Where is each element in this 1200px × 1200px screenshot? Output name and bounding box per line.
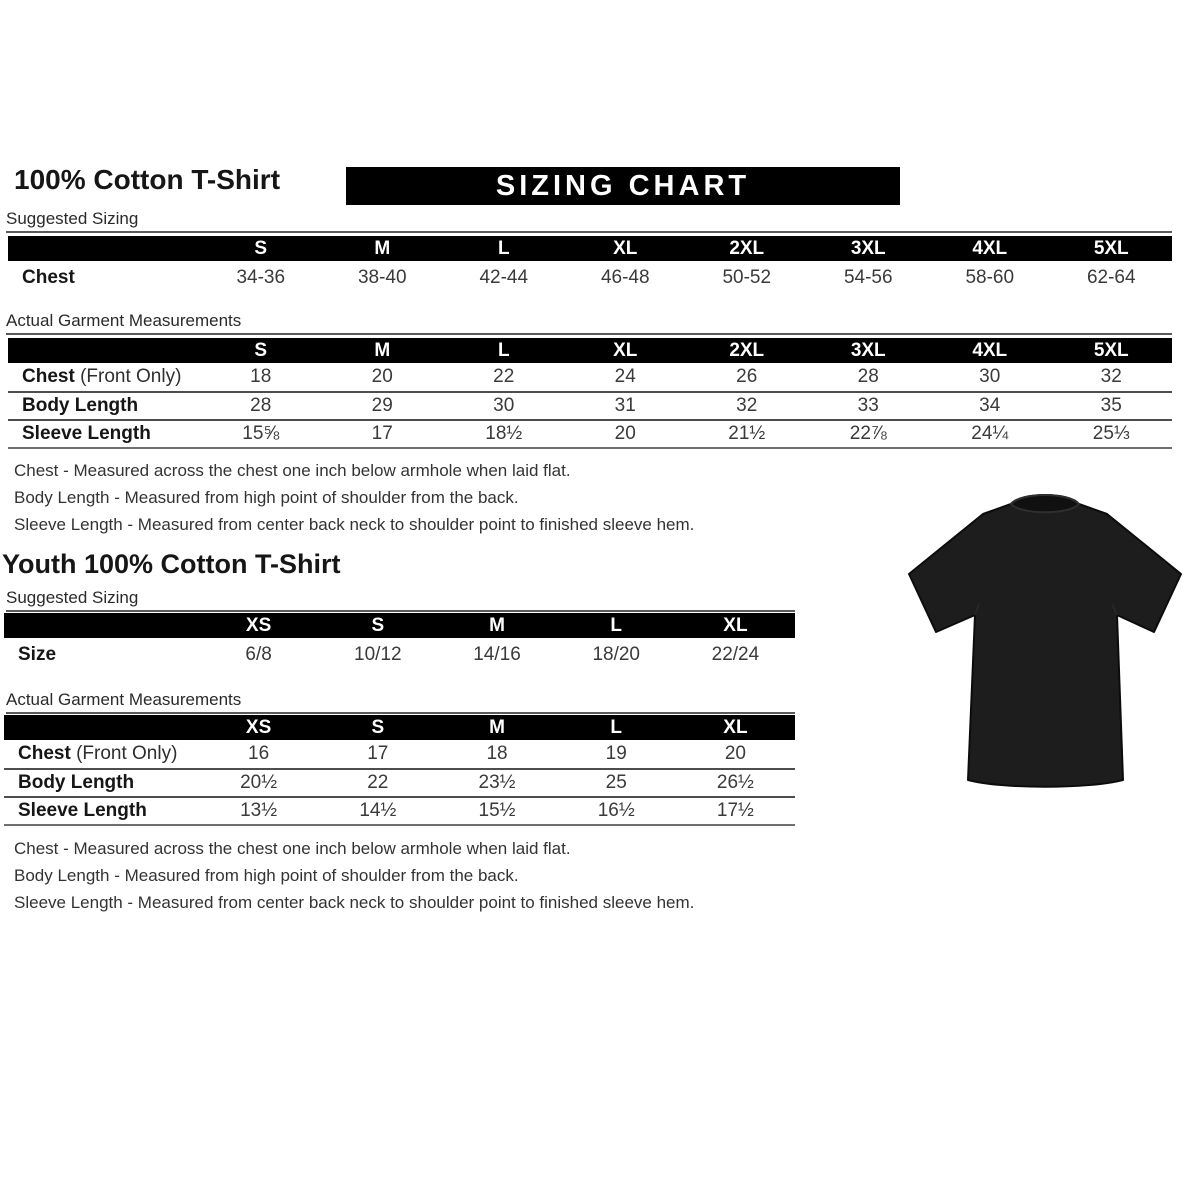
cell-value: 22 <box>493 366 515 387</box>
cell-value: 25⅓ <box>1092 423 1130 444</box>
cell-value: 20½ <box>240 772 278 793</box>
size-column-header: S <box>254 237 268 259</box>
row-label-bold: Sleeve Length <box>22 423 151 444</box>
size-column-header: 4XL <box>972 339 1008 361</box>
row-label-bold: Body Length <box>18 772 135 793</box>
cell-value: 22 <box>367 772 389 793</box>
cell-value: 25 <box>605 772 627 793</box>
cell-value: 58-60 <box>965 266 1015 288</box>
table-row-body-length <box>8 391 1172 419</box>
cell-value: 26½ <box>716 772 754 793</box>
row-label <box>4 772 199 794</box>
table-header-row <box>8 338 1172 363</box>
measurement-note: Sleeve Length - Measured from center back neck to shoulder point to finished sleeve hem. <box>14 893 695 912</box>
cell-value: 13½ <box>240 800 278 821</box>
size-column-header: L <box>497 237 510 259</box>
row-label-bold: Sleeve Length <box>18 800 147 821</box>
cell-value: 26 <box>736 366 758 387</box>
size-column-header: 3XL <box>850 339 886 361</box>
cell-value: 14/16 <box>473 643 521 665</box>
youth-suggested-sizing-label <box>6 588 795 612</box>
measurement-note: Chest - Measured across the chest one inch below armhole when laid flat. <box>14 839 571 858</box>
row-label: Size <box>18 643 57 665</box>
cell-value: 35 <box>1100 395 1122 416</box>
size-column-header: XL <box>723 614 748 636</box>
size-column-header: 3XL <box>850 237 886 259</box>
cell-value: 32 <box>1100 366 1122 387</box>
cell-value: 30 <box>493 395 515 416</box>
size-column-header: XL <box>723 716 748 738</box>
size-column-header: 4XL <box>972 237 1008 259</box>
cell-value: 15⅝ <box>242 423 280 444</box>
row-label-bold: Chest <box>18 743 71 764</box>
section-label-text: Actual Garment Measurements <box>6 311 242 330</box>
section-label-text: Suggested Sizing <box>6 588 139 607</box>
cell-value: 62-64 <box>1086 266 1136 288</box>
table-header-row <box>4 715 795 740</box>
row-label-bold: Chest <box>22 366 75 387</box>
size-column-header: 2XL <box>729 237 765 259</box>
cell-value: 30 <box>979 366 1001 387</box>
cell-value: 42-44 <box>479 266 529 288</box>
tshirt-collar-shape <box>1011 495 1079 512</box>
size-column-header: XS <box>245 716 272 738</box>
size-column-header: 5XL <box>1093 237 1129 259</box>
cell-value: 32 <box>736 395 758 416</box>
adult-garment-measurements-label <box>6 311 1172 335</box>
cell-value: 21½ <box>728 423 766 444</box>
size-column-header: M <box>374 339 391 361</box>
row-label-rest: (Front Only) <box>74 366 182 387</box>
cell-value: 16 <box>248 743 270 764</box>
cell-value: 10/12 <box>354 643 402 665</box>
row-label <box>8 395 200 417</box>
row-label-bold: Body Length <box>22 395 139 416</box>
sizing-chart-banner <box>346 167 900 205</box>
adult-suggested-sizing-label <box>6 209 1172 233</box>
size-column-header: M <box>374 237 391 259</box>
size-column-header: XL <box>613 339 638 361</box>
black-tshirt-photo <box>893 484 1198 804</box>
table-header-row <box>8 236 1172 261</box>
size-column-header: M <box>489 716 505 738</box>
cell-value: 22⅞ <box>849 423 887 444</box>
tshirt-body-shape <box>909 495 1181 787</box>
cell-value: 22/24 <box>711 643 760 665</box>
youth-garment-measurements-label <box>6 690 795 714</box>
table-row-body-length <box>4 768 795 796</box>
cell-value: 18 <box>486 743 508 764</box>
row-label <box>8 366 200 388</box>
row-label <box>8 423 200 445</box>
youth-garment-measurements-table <box>4 715 795 826</box>
cell-value: 15½ <box>478 800 516 821</box>
cell-value: 24¼ <box>971 423 1009 444</box>
size-column-header: L <box>497 339 510 361</box>
cell-value: 24 <box>614 366 636 387</box>
measurement-note: Body Length - Measured from high point of shoulder from the back. <box>14 866 519 885</box>
size-column-header: 2XL <box>729 339 765 361</box>
size-column-header: XS <box>245 614 272 636</box>
cell-value: 23½ <box>478 772 516 793</box>
cell-value: 16½ <box>597 800 635 821</box>
row-label <box>4 743 199 765</box>
size-column-header: M <box>489 614 505 636</box>
size-column-header: S <box>371 614 385 636</box>
cell-value: 17½ <box>716 800 754 821</box>
table-header-row <box>4 613 795 638</box>
youth-measurement-notes <box>14 839 694 920</box>
cell-value: 34-36 <box>236 266 286 288</box>
measurement-note: Sleeve Length - Measured from center back neck to shoulder point to finished sleeve hem. <box>14 515 695 534</box>
cell-value: 20 <box>371 366 393 387</box>
cell-value: 18½ <box>485 423 523 444</box>
cell-value: 14½ <box>359 800 397 821</box>
page-title: 100% Cotton T-Shirt <box>14 164 281 195</box>
cell-value: 38-40 <box>357 266 407 288</box>
cell-value: 28 <box>250 395 272 416</box>
table-row-chest-front-only <box>8 363 1172 391</box>
size-column-header: XL <box>613 237 638 259</box>
size-column-header: 5XL <box>1093 339 1129 361</box>
cell-value: 33 <box>857 395 879 416</box>
cell-value: 46-48 <box>600 266 650 288</box>
row-label-rest: (Front Only) <box>70 743 178 764</box>
banner-text: SIZING CHART <box>495 169 751 202</box>
cell-value: 34 <box>979 395 1001 416</box>
cell-value: 20 <box>724 743 746 764</box>
size-column-header: L <box>610 614 623 636</box>
cell-value: 17 <box>371 423 393 444</box>
adult-garment-measurements-table <box>8 338 1172 449</box>
size-column-header: L <box>610 716 623 738</box>
table-row-size <box>4 638 795 671</box>
table-row-chest <box>8 261 1172 294</box>
cell-value: 54-56 <box>843 266 893 288</box>
table-row-sleeve-length <box>4 796 795 824</box>
table-row-sleeve-length <box>8 419 1172 447</box>
cell-value: 20 <box>614 423 636 444</box>
cell-value: 18/20 <box>592 643 640 665</box>
cell-value: 18 <box>250 366 272 387</box>
cell-value: 29 <box>371 395 393 416</box>
table-row-chest-front-only <box>4 740 795 768</box>
size-column-header: S <box>254 339 268 361</box>
youth-suggested-sizing-table <box>4 613 795 671</box>
cell-value: 31 <box>614 395 636 416</box>
cell-value: 28 <box>857 366 879 387</box>
measurement-note: Body Length - Measured from high point of shoulder from the back. <box>14 488 519 507</box>
cell-value: 19 <box>605 743 627 764</box>
section-label-text: Suggested Sizing <box>6 209 139 228</box>
row-label <box>4 800 199 822</box>
measurement-note: Chest - Measured across the chest one inch below armhole when laid flat. <box>14 461 571 480</box>
section-label-text: Actual Garment Measurements <box>6 690 242 709</box>
cell-value: 50-52 <box>722 266 772 288</box>
cell-value: 6/8 <box>245 643 272 665</box>
row-label: Chest <box>22 266 75 288</box>
adult-suggested-sizing-table <box>8 236 1172 294</box>
cell-value: 17 <box>367 743 389 764</box>
youth-section-title: Youth 100% Cotton T-Shirt <box>2 549 341 579</box>
adult-measurement-notes <box>14 461 694 542</box>
size-column-header: S <box>371 716 385 738</box>
